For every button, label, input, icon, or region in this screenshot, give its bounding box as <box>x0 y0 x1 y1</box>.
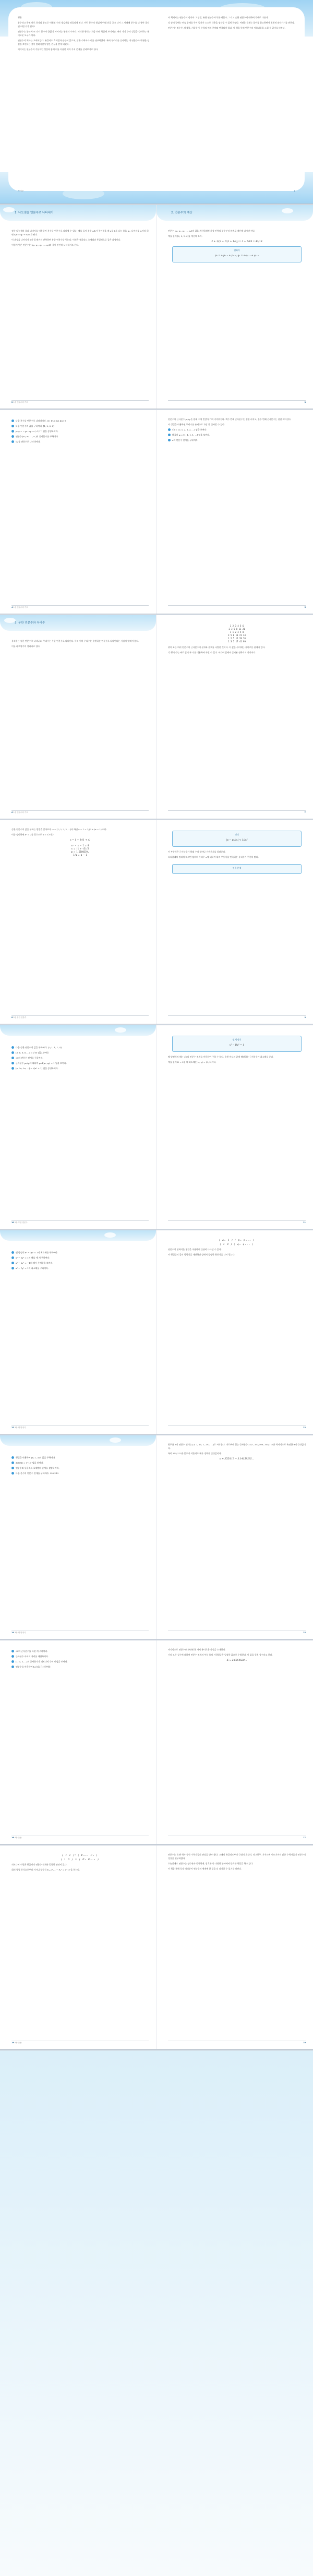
exercise-text: 근사분수 pₙ/qₙ에 대하여 gcd(pₙ, qₙ) = 1 임을 보여라. <box>16 1062 67 1064</box>
exercise-text: 연분수 [a₀; a₁, …, aₙ]의 근사분수를 구하여라. <box>16 435 59 438</box>
page-footer <box>11 605 149 609</box>
section-title: 1. 나눗셈을 연분수로 나타내기 <box>15 211 54 214</box>
step: x² − x − 1 = 0 <box>71 844 89 847</box>
cloud-shape <box>110 1437 121 1443</box>
matrix-formula: ( aₙ 1 ) ( pₙ pₙ₋₁ ) <box>219 1239 255 1242</box>
bullet-icon <box>11 1666 14 1668</box>
exercise-item <box>168 433 306 437</box>
right-half <box>156 615 313 819</box>
paragraph: 디리클레의 정리에 따르면 임의의 무리수 α에 대하여 위의 부등식을 만족하는 유리수가 무한히 많다. <box>168 856 259 858</box>
paragraph: 위의 표는 여러 연분수의 근사분수의 분자와 분모를 나열한 것이다. 이 값들 사이에는 흥미로운 관계가 있다. <box>168 646 266 649</box>
cloud-shape <box>3 207 15 212</box>
running-head: 1장 연분수의 기초 <box>13 811 28 813</box>
left-half <box>0 1846 156 2049</box>
left-half <box>0 410 156 614</box>
bullet-icon <box>168 439 171 441</box>
page-spread-10 <box>0 1846 313 2050</box>
callout-box <box>172 864 302 874</box>
page-footer <box>18 189 149 193</box>
paragraph: 정수 나눗셈의 몫과 나머지를 이용하여 분수를 연분수로 나타낼 수 있다. 예를 들어 분수 a/b가 주어졌을 때 a를 b로 나눈 몫을 q₀, 나머지를 r₀이라 하면 a/b = q₀ + r₀/b 가 된다. <box>11 230 149 236</box>
exercise-item <box>168 438 306 442</box>
exercise-text: √3 = [1; 1, 2, 1, 2, …] 임을 보여라. <box>172 428 207 431</box>
exercise-item <box>11 1456 149 1459</box>
page-footer <box>168 2041 306 2045</box>
page-footer <box>11 1015 149 1020</box>
running-head: 1장 연분수의 기초 <box>13 401 28 403</box>
section-banner <box>156 205 313 221</box>
cloud-shape <box>282 208 293 213</box>
bullet-icon <box>11 1067 14 1070</box>
bullet-icon <box>11 1655 14 1658</box>
matrix-formula: ( 1 1 )ⁿ ( Fₙ₊₁ Fₙ ) <box>62 1854 98 1857</box>
left-half <box>0 1435 156 1639</box>
paragraph: 피보나치 수열은 황금비의 연분수 전개와 밀접한 관련이 있다. <box>11 1863 67 1866</box>
matrix-formula: ( 1 0 ) ( qₙ qₙ₋₁ ) <box>220 1243 254 1246</box>
page-footer <box>11 810 149 814</box>
exercise-text: 다음 분수의 연분수 전개를 구하여라. 355/113 <box>16 1472 59 1475</box>
paragraph: 이 책을 통해 독자 여러분이 연분수의 세계에 한 걸음 더 다가갈 수 있기를 바란다. <box>168 1867 242 1870</box>
page-number: 7 <box>304 811 306 813</box>
page-number: 6 <box>11 811 13 813</box>
page-number: 16 <box>11 1837 14 1839</box>
exercise-text: √2의 근사분수를 다섯 개 구하여라. <box>16 1650 48 1652</box>
right-half <box>156 0 313 203</box>
section-banner <box>0 205 156 221</box>
page-number: 14 <box>11 1632 14 1634</box>
paragraph: 이렇게 얻은 연분수는 [q₀; q₁, q₂, …, qₙ]과 같이 간단히 나타내기도 한다. <box>11 244 79 246</box>
bullet-icon <box>11 1467 14 1469</box>
page-footer <box>168 605 306 609</box>
formula: pₙ = aₙpₙ₋₁ + pₙ₋₂, qₙ = aₙqₙ₋₁ + qₙ₋₂ <box>215 255 259 257</box>
page-spread-2 <box>0 205 313 409</box>
exercise-item <box>11 1660 149 1663</box>
table-row: 1 2 5 12 29 70 <box>228 637 246 640</box>
derivation-steps <box>11 844 149 857</box>
exercise-text: √2를 연분수로 나타내어라. <box>16 440 41 443</box>
page-footer <box>168 400 306 404</box>
page-number: 8 <box>11 1016 13 1019</box>
exercise-text: pₙqₙ₋₁ − pₙ₋₁qₙ = (−1)ⁿ⁻¹ 임을 증명하여라. <box>16 430 58 433</box>
exercise-text: det(M) = (−1)ⁿ 임을 보여라. <box>16 1461 44 1464</box>
paragraph: 각 장의 끝에는 연습 문제를 두어 독자가 스스로 내용을 정리할 수 있게 하였다. 어려운 문제는 풀이를 참고하면서 천천히 따라가기를 권한다. <box>168 21 295 24</box>
exercise-item <box>168 428 306 432</box>
box-title: 점화식 <box>234 249 240 251</box>
page-footer <box>168 1836 306 1840</box>
right-half <box>156 1846 313 2049</box>
bullet-icon <box>168 428 171 431</box>
bullet-icon <box>11 440 14 443</box>
right-half <box>156 410 313 614</box>
page-footer <box>11 2041 149 2045</box>
left-half <box>0 615 156 819</box>
paragraph: 이를 라그랑주의 정리라고 한다. <box>11 645 41 648</box>
exercise-item <box>11 429 149 433</box>
bullet-icon <box>11 420 14 422</box>
formula: x = 1 + 1/(1 + x) <box>70 839 90 842</box>
paragraph: 펠 방정식의 해는 √D의 연분수 전개를 이용하여 구할 수 있다. 순환 마디의 끝에 해당하는 근사분수가 최소해를 준다. <box>168 1056 274 1058</box>
running-head: 서문 <box>20 190 24 192</box>
formula: π ≈ 355/113 = 3.14159292… <box>219 1458 255 1460</box>
page-number: 10 <box>11 1221 14 1224</box>
page-number: 15 <box>303 1632 306 1634</box>
page-number: 5 <box>304 606 306 608</box>
box-title: 연습 문제 <box>232 867 242 869</box>
exercise-item <box>11 1266 149 1270</box>
page-spread-3 <box>0 410 313 614</box>
page-spread-6 <box>0 1025 313 1229</box>
exercise-text: 연분수를 이용하여 1/√3을 근사하여라. <box>16 1666 52 1668</box>
page-number: 2 <box>11 401 13 403</box>
table-row: 3 5 8 13 21 34 <box>228 634 246 637</box>
right-half <box>156 1435 313 1639</box>
paragraph: 연분수의 점화식은 행렬을 이용하여 간단히 나타낼 수 있다. <box>168 1248 222 1251</box>
exercise-text: 다음 분수를 연분수로 나타내어라. (1) 17/5 (2) 43/19 <box>16 420 66 422</box>
paragraph: 마지막으로 연분수와 관련된 몇 가지 흥미로운 사실을 소개한다. <box>168 1648 226 1651</box>
paragraph: 각 행의 수는 바로 앞의 두 수를 이용하여 구할 수 있다. 이것이 앞에서 살펴본 점화식의 의미이다. <box>168 651 256 654</box>
left-half <box>0 1025 156 1229</box>
exercise-item <box>11 1051 149 1055</box>
exercise-item <box>11 1665 149 1669</box>
paragraph: 연분수는 정수론, 해석학, 기하학 등 수학의 여러 분야와 연결되어 있다. 이 책을 통해 연분수의 아름다움을 느낄 수 있기를 바란다. <box>168 27 286 29</box>
exercise-text: √7의 연분수 전개를 구하여라. <box>16 1057 43 1059</box>
left-half <box>0 205 156 409</box>
exercise-item <box>11 1649 149 1653</box>
right-half <box>156 205 313 409</box>
page-number: 18 <box>11 2042 14 2044</box>
exercise-item <box>11 1061 149 1065</box>
exercise-item <box>11 1046 149 1049</box>
page-number: 13 <box>303 1427 306 1429</box>
bullet-icon <box>11 1650 14 1652</box>
formula: x² − Dy² = 1 <box>229 1044 245 1047</box>
exercise-text: 근사분수 사이의 거리를 계산하여라. <box>16 1655 49 1658</box>
table-row: 2 3 5 8 13 21 <box>228 628 245 630</box>
page-footer <box>168 810 306 814</box>
page-number: 4 <box>11 606 13 608</box>
exercise-item <box>11 435 149 438</box>
exercise-item <box>11 1466 149 1470</box>
paragraph: 이 부등식은 근사분수가 원래 수에 얼마나 가까운지를 알려준다. <box>168 850 226 853</box>
bullet-icon <box>11 1046 14 1049</box>
paragraph: 연분수는 오랜 역사 동안 수학자들의 관심을 받아 왔다. 고대의 유클리드부터 근대의 오일러, 라그랑주, 가우스에 이르기까지 많은 수학자들이 연분수의 성질을 연구하였다. <box>168 1853 306 1860</box>
paragraph: 거의 모든 실수에 대하여 연분수 전개의 부분 몫의 기하평균은 일정한 값으로 수렴한다. 이 값을 힌친 상수라고 한다. <box>168 1654 273 1656</box>
bullet-icon <box>11 1267 14 1269</box>
right-half <box>156 1230 313 1434</box>
section-banner <box>0 615 156 631</box>
exercise-text: 다음 연분수의 값을 구하여라. [1; 2, 3, 4] <box>16 425 54 427</box>
page-spread-7 <box>0 1230 313 1434</box>
paragraph: 여기서는 연분수의 기본적인 성질과 함께 이를 이용한 여러 가지 문제를 살펴보기로 한다. <box>18 48 99 51</box>
step: x = (1 + √5)/2 <box>71 847 89 850</box>
exercise-item <box>11 1471 149 1475</box>
exercise-text: [a; 2a, 2a, …] = √(a² + 1) 임을 증명하여라. <box>16 1067 58 1070</box>
exercise-text: x² − 2y² = −1의 해가 존재함을 보여라. <box>16 1262 53 1264</box>
page-spread-4 <box>0 615 313 819</box>
page-number: v <box>294 190 295 192</box>
exercise-text: [3; 6, 6, 6, …] = √10 임을 보여라. <box>16 1051 50 1054</box>
exercise-text: 황금비 φ = [1; 1, 1, 1, …] 임을 보여라. <box>172 434 210 436</box>
paragraph: 예를 들어 [2; 3, 1, 4]를 계산해 보자. <box>168 235 203 237</box>
bullet-icon <box>11 1660 14 1663</box>
bullet-icon <box>11 425 14 427</box>
step: 1/φ = φ − 1 <box>73 854 87 856</box>
page-footer <box>168 1015 306 1020</box>
exercise-item <box>11 1461 149 1465</box>
page-footer <box>168 1425 306 1430</box>
exercise-item <box>11 1261 149 1265</box>
paragraph: 특히 355/113은 분모가 작은데도 매우 정확한 근삿값이다. <box>168 1452 222 1455</box>
page-spread-5 <box>0 820 313 1024</box>
step: φ ≈ 1.6180339… <box>71 850 89 853</box>
exercise-text: x² − 5y² = 1의 해를 세 개 구하여라. <box>16 1256 50 1259</box>
section-title: 3. 무한 연분수와 무리수 <box>15 621 45 625</box>
left-half <box>0 0 156 203</box>
box-title: 펠 방정식 <box>232 1038 242 1041</box>
exercise-text: [1; 1, 1, …]의 근사분수가 피보나치 수의 비임을 보여라. <box>16 1660 68 1663</box>
formula: K ≈ 2.6854520… <box>226 1659 247 1662</box>
paragraph: 행운 <box>18 16 22 19</box>
page-spread-9 <box>0 1640 313 1844</box>
page-footer <box>11 1836 149 1840</box>
bullet-icon <box>11 1057 14 1059</box>
table-row: 1 3 7 17 41 99 <box>228 640 246 643</box>
bullet-icon <box>11 1251 14 1254</box>
bullet-icon <box>11 1262 14 1264</box>
matrix-formula: ( 1 0 ) = ( Fₙ Fₙ₋₁ ) <box>61 1859 100 1861</box>
exercise-item <box>11 1251 149 1254</box>
page-preface <box>0 0 313 204</box>
running-head: 4장 응용 <box>15 2042 22 2044</box>
exercise-text: e의 연분수 전개를 구하여라. <box>172 439 198 441</box>
paragraph: 이 과정을 나머지가 0이 될 때까지 반복하면 유한 연분수를 얻는다. 이것은 유클리드 호제법과 본질적으로 같은 과정이다. <box>11 238 121 241</box>
paragraph: 분수라고 하면 바로 분자와 분모로 이뤄진 수의 생김새를 떠올리게 된다. 이런 분수의 생김새 아래 선을 긋고 다시 그 아래에 분수를 더 쌓아 올리면 어떤 수가 될까? <box>18 21 149 28</box>
page-footer <box>168 189 295 193</box>
callout-box <box>172 831 302 847</box>
exercise-text: 행렬을 이용하여 [1; 2, 3]의 값을 구하여라. <box>16 1456 56 1459</box>
bullet-icon <box>11 1062 14 1064</box>
cloud-shape <box>4 618 16 623</box>
left-half <box>0 1640 156 1844</box>
exercise-item <box>11 1256 149 1260</box>
bullet-icon <box>11 1051 14 1054</box>
table-row: 1 1 2 3 5 8 <box>230 631 244 633</box>
exercise-item <box>11 419 149 423</box>
paragraph: 유리수는 유한 연분수로 나타나고, 무리수는 무한 연분수로 나타난다. 특히 이차 무리수는 순환하는 연분수로 나타난다는 사실이 알려져 있다. <box>11 640 139 642</box>
exercise-item <box>11 424 149 428</box>
page-footer <box>11 1631 149 1635</box>
exercise-text: x² − 7y² = 1의 최소해를 구하여라. <box>16 1267 49 1269</box>
paragraph: 이 책에서는 연분수의 정의와 그 성질, 유한 연분수와 무한 연분수, 그리고 순환 연분수에 대하여 차례로 다룬다. <box>168 16 269 19</box>
table-row: 1 2 3 4 5 6 <box>230 625 244 627</box>
page-number: 9 <box>304 1016 306 1019</box>
paragraph: 오늘날에도 연분수는 정수론과 동역학계, 암호론 등 다양한 분야에서 중요한 역할을 하고 있다. <box>168 1862 254 1865</box>
page-footer <box>11 1220 149 1225</box>
page-trailing <box>0 2051 313 2576</box>
page-number: 17 <box>303 1837 306 1839</box>
running-head: 2장 무한 연분수 <box>15 1221 28 1224</box>
formula: |α − pₙ/qₙ| < 1/qₙ² <box>226 839 248 842</box>
running-head: 3장 펠 방정식 <box>15 1632 26 1634</box>
paragraph: 이 성질을 이용하면 무리수를 유리수로 가장 잘 근사할 수 있다. <box>168 423 225 426</box>
paragraph: 연분수의 근사분수 pₙ/qₙ은 원래 수에 번갈아 가며 가까워진다. 짝수 번째 근사분수는 점점 커지고, 홀수 번째 근사분수는 점점 작아진다. <box>168 418 292 421</box>
bullet-icon <box>11 435 14 438</box>
page-footer <box>11 1425 149 1430</box>
paragraph: 원주율 π의 연분수 전개는 [3; 7, 15, 1, 292, …]로 시작한다. 이로부터 얻는 근사분수 22/7, 333/106, 355/113은 역사적으로 유명한 π의 근삿값이다. <box>168 1443 306 1449</box>
section-title: 2. 연분수의 계산 <box>171 211 192 214</box>
page-number: 11 <box>303 1221 306 1224</box>
paragraph: 연분수의 역사는 오래되었다. 유클리드 호제법과 관련이 있으며, 많은 수학자가 이를 연구하였다. 특히 무리수를 근사하는 데 연분수가 탁월한 성질을 보인다는 것이 알려지면서 많은 관심을 받게 되었다. <box>18 39 149 45</box>
exercise-text: 펠 방정식 x² − 3y² = 1의 최소해를 구하여라. <box>16 1251 58 1254</box>
exercise-item <box>11 1056 149 1060</box>
bullet-icon <box>168 434 171 436</box>
paragraph: 이 행렬들의 곱의 행렬식을 계산하면 앞에서 증명한 항등식을 다시 얻는다. <box>168 1253 235 1256</box>
callout-box <box>172 246 302 262</box>
bullet-icon <box>11 1256 14 1259</box>
running-head: 3장 펠 방정식 <box>15 1427 26 1429</box>
exercise-text: 연분수와 유클리드 호제법의 관계를 설명하여라. <box>16 1467 59 1469</box>
running-head: 1장 연분수의 기초 <box>13 606 28 608</box>
paragraph: 순환 연분수의 값을 구하는 방법을 알아보자. x = [1; 2, 2, 2, …]라 하면 x − 1 = 1/(2 + (x − 1))이다. <box>11 828 107 831</box>
page-number: iv <box>18 190 20 192</box>
number-table <box>168 625 306 643</box>
callout-box <box>172 1036 302 1052</box>
paragraph: 이를 정리하면 x² = 2를 얻으므로 x = √2이다. <box>11 833 55 836</box>
formula: 2 + 1/(3 + 1/(1 + 1/4)) = 2 + 5/19 = 43/19 <box>211 241 262 243</box>
running-head: 4장 응용 <box>15 1837 22 1839</box>
bullet-icon <box>11 430 14 433</box>
page-spread-8 <box>0 1435 313 1639</box>
bullet-icon <box>11 1461 14 1464</box>
left-half <box>0 1230 156 1434</box>
page-number: 12 <box>11 1427 14 1429</box>
box-title: 정리 <box>235 833 239 836</box>
cloud-shape <box>104 1232 116 1238</box>
exercise-item <box>11 1655 149 1658</box>
section-banner <box>0 1230 156 1241</box>
right-half <box>156 1025 313 1229</box>
page-footer <box>168 1631 306 1635</box>
paragraph: 예를 들어 D = 2일 때 최소해는 (x, y) = (3, 2)이다. <box>168 1061 216 1063</box>
page-number: 3 <box>304 401 306 403</box>
paragraph: 연분수는 분모에 또 다시 분수가 끝없이 이어지는 형태의 수이다. 이러한 형태는 처음 보면 복잡해 보이지만, 여러 가지 수의 성질을 알려주는 흥미로운 도구가 된다. <box>18 30 149 37</box>
running-head: 2장 무한 연분수 <box>13 1016 27 1019</box>
exercise-text: 다음 순환 연분수의 값을 구하여라. [2; 1, 1, 1, 4] <box>16 1046 62 1049</box>
paragraph: 위의 행렬 등식으로부터 카시니 항등식 Fₙ₊₁Fₙ₋₁ − Fₙ² = (−1)ⁿ을 얻는다. <box>11 1868 80 1871</box>
exercise-item <box>11 440 149 444</box>
page-footer <box>11 400 149 404</box>
bullet-icon <box>11 1456 14 1459</box>
cloud-shape <box>115 1027 126 1033</box>
paragraph: 연분수 [a₀; a₁, a₂, …, aₙ]의 값을 계산하려면 가장 안쪽의 분수부터 차례로 계산해 나가면 된다. <box>168 230 256 232</box>
right-half <box>156 820 313 1024</box>
section-banner <box>0 1025 156 1036</box>
page-number: 19 <box>303 2042 306 2044</box>
section-banner <box>0 1435 156 1446</box>
exercise-item <box>11 1067 149 1070</box>
right-half <box>156 1640 313 1844</box>
left-half <box>0 820 156 1024</box>
page-footer <box>168 1220 306 1225</box>
bullet-icon <box>11 1472 14 1475</box>
